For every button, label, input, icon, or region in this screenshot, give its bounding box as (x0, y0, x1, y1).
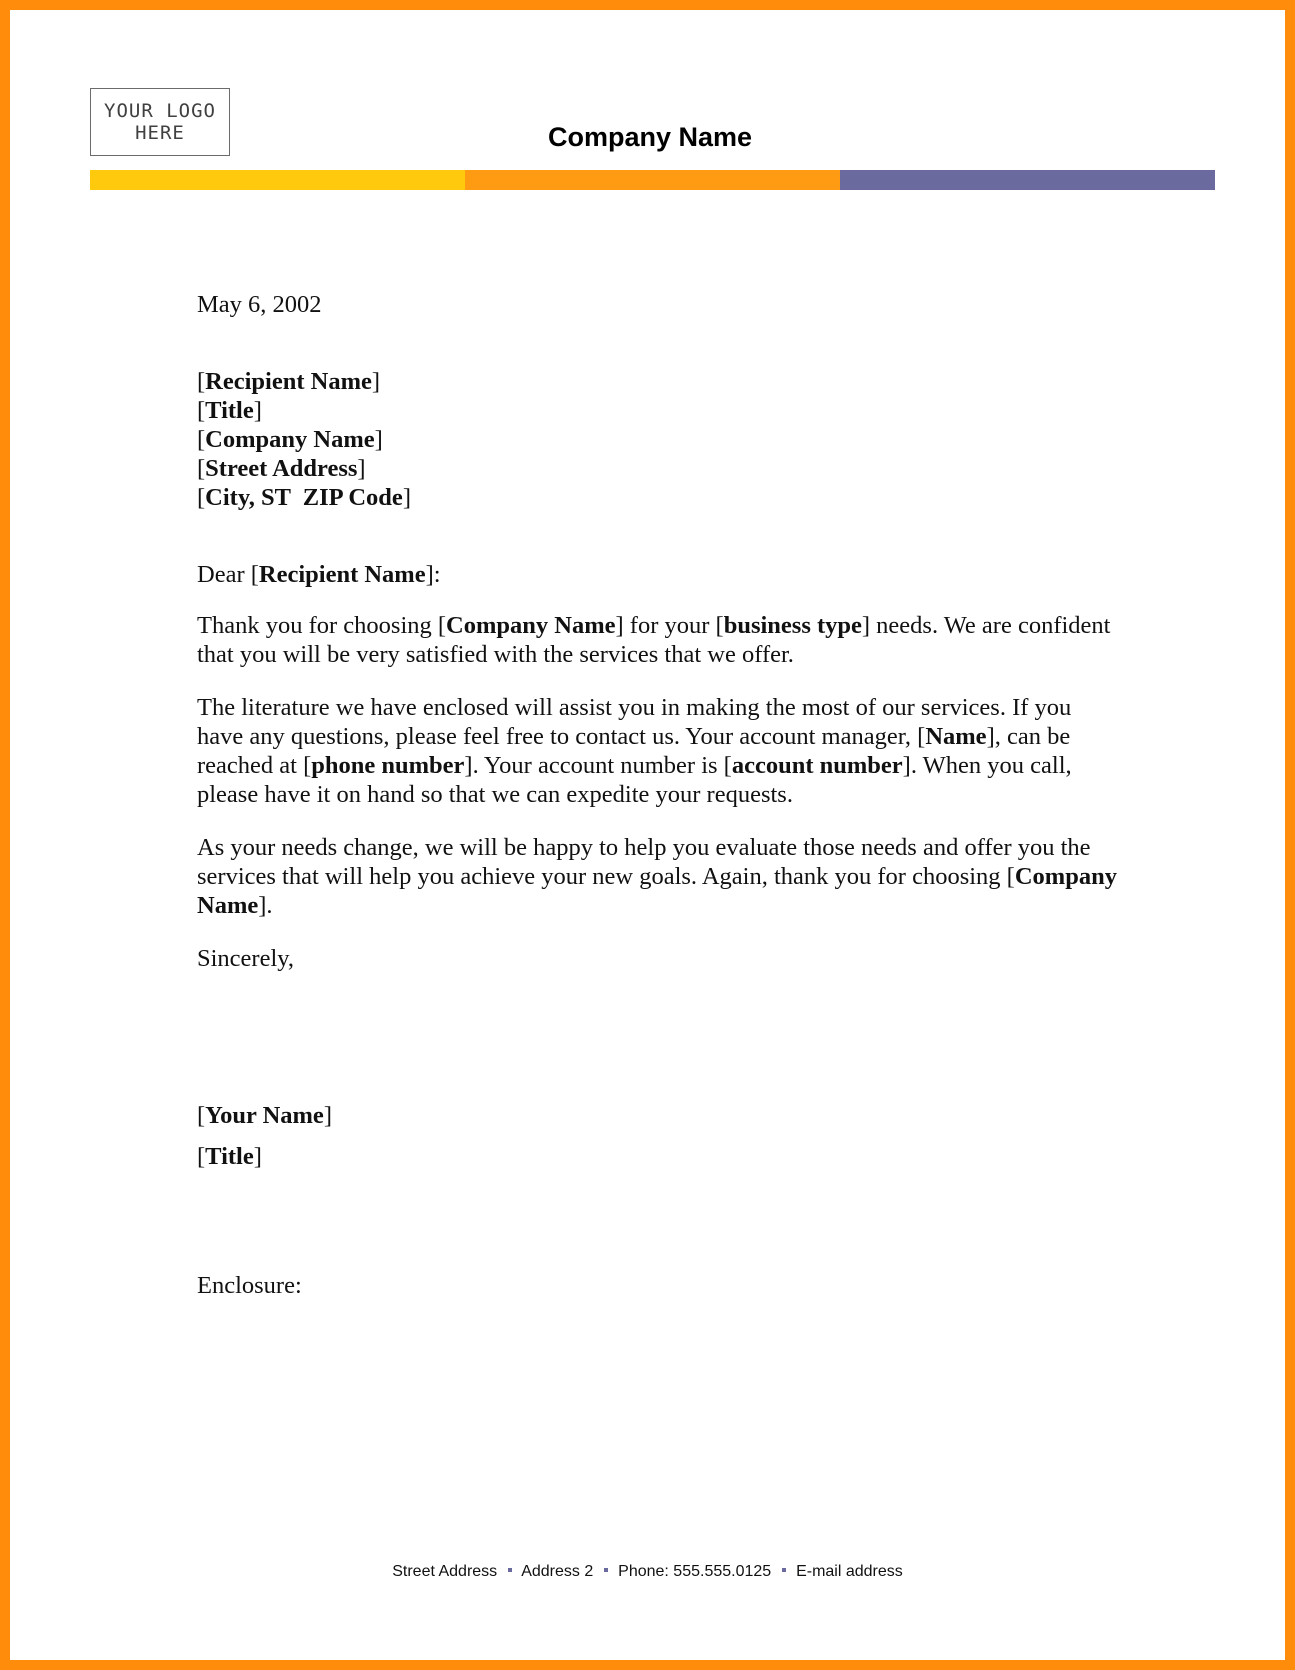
recipient-city: [City, ST ZIP Code] (197, 484, 411, 511)
footer-email: E-mail address (796, 1563, 903, 1580)
footer-separator (508, 1568, 512, 1572)
paragraph-2: The literature we have enclosed will assist you in making the most of our services. If you have any questions, please feel free to contact us. Your account manager, [Name], can be reached at [phone number]. Your account number is [account number]. When you call, please have it on hand so that we can expedite your requests. (197, 694, 1072, 808)
footer-contact (0, 1563, 1295, 1581)
footer-separator (604, 1568, 608, 1572)
recipient-company: [Company Name] (197, 426, 383, 453)
footer-separator (782, 1568, 786, 1572)
company-name-heading: Company Name (547, 122, 753, 152)
letter-body (197, 290, 1117, 1300)
letter-date: May 6, 2002 (197, 291, 322, 318)
paragraph-3: As your needs change, we will be happy to help you evaluate those needs and offer you the services that will help you achieve your new goals. Again, thank you for choosing [Company Name]. (197, 834, 1117, 919)
footer-address2: Address 2 (521, 1563, 594, 1580)
recipient-street: [Street Address] (197, 455, 366, 482)
paragraph-1: Thank you for choosing [Company Name] for your [business type] needs. We are confident that you will be very satisfied with the services that we offer. (197, 612, 1111, 668)
salutation: Dear [Recipient Name]: (197, 561, 441, 588)
recipient-address-block (197, 367, 1117, 512)
bar-segment-purple (840, 170, 1215, 190)
enclosure-line: Enclosure: (197, 1272, 302, 1299)
signature-title: [Title] (197, 1143, 262, 1170)
header-color-bar (90, 170, 1215, 190)
bar-segment-orange (465, 170, 840, 190)
logo-placeholder (90, 88, 230, 156)
recipient-name: [Recipient Name] (197, 368, 381, 395)
recipient-title: [Title] (197, 397, 262, 424)
footer-phone: Phone: 555.555.0125 (618, 1563, 772, 1580)
bar-segment-yellow (90, 170, 465, 190)
logo-text: YOUR LOGO HERE (104, 100, 216, 144)
footer-street: Street Address (392, 1563, 498, 1580)
closing: Sincerely, (197, 945, 295, 972)
signature-name: [Your Name] (197, 1102, 332, 1129)
